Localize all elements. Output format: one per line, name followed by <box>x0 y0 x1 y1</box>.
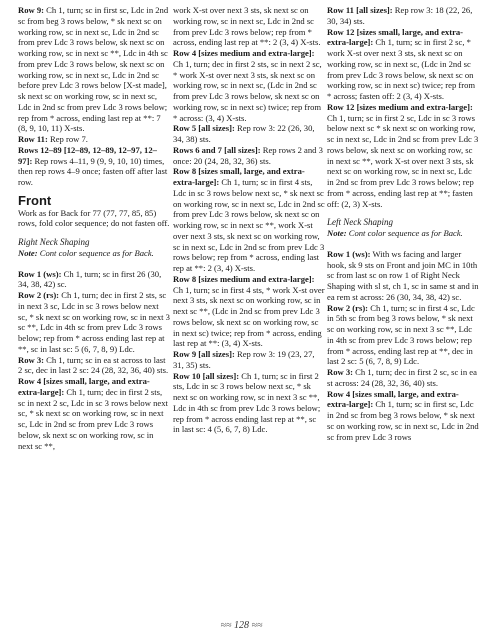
instruction-row-12-medium: Row 12 [sizes medium and extra-large]: Ch 1, turn; sc in first 2 sc, Ldc in sc 3 rows below next sc * sk next sc on working row, sc in next sc, Ldc in 2nd sc from prev Ldc 3 rows below, sk next sc on working row, sc in next sc **, work X-st over next 3 sts, sk next sc on working row, sc in next sc, Ldc in 2nd sc from prev Ldc 3 rows below; rep from * across, ending last rep at **; fasten off: (2, 3) X-sts. <box>327 101 479 209</box>
note-color-sequence-left: Note: Cont color sequence as for Back. <box>327 228 463 238</box>
ornament-left-icon: ≈≈ <box>220 620 232 631</box>
instruction-left-row-2-rs: Row 2 (rs): Ch 1, turn; sc in first 4 sc, Ldc in 5th sc from beg 3 rows below, * sk next sc on working row, sc in next 3 sc **, Ldc in 4th sc from prev Ldc 3 rows below; rep from * across, ending last rep at **, dec in last 2 sc: 5 (6, 7, 8, 9) Ldc. <box>327 302 475 367</box>
instruction-left-row-4-small: Row 4 [sizes small, large, and extra-extra-large]: Ch 1, turn; sc in first sc, Ldc in 2nd sc from beg 3 rows below, * sk next sc on working row, sc in next sc, Ldc in 2nd sc from prev Ldc 3 rows <box>327 388 479 442</box>
instruction-row-3: Row 3: Ch 1, turn; sc in ea st across to last 2 sc, dec in last 2 sc: 24 (28, 32, 36, 40) sts. <box>18 354 169 376</box>
instruction-row-8-medium: Row 8 [sizes medium and extra-large]: Ch 1, turn; sc in first 4 sts, * work X-st over next 3 sts, sk next sc on working row, sc in next sc **, (Ldc in 2nd sc from prev Ldc 3 rows below, sk next sc on working row, sc in next sc) twice; rep from * across, ending last rep at **: (3, 4) X-sts. <box>173 273 325 349</box>
instruction-row-11-all: Row 11 [all sizes]: Rep row 3: 18 (22, 26, 30, 34) sts. <box>327 5 473 26</box>
instruction-row-9: Row 9: Ch 1, turn; sc in first sc, Ldc in 2nd sc from beg 3 rows below, * sk next sc on working row, sc in next sc, Ldc in 2nd sc from prev Ldc 3 rows below, sk next sc on working row, sc in next sc **, Ldc in 4th sc from prev Ldc 3 rows below, sk next sc on working row, sc in next sc, Ldc in 2nd sc before prev Ldc 3 rows below [X-st made], sk next sc on working row, sc in next sc, Ldc in 2nd sc from prev Ldc 3 rows below; rep from * across, ending last rep at **: 7 (8, 9, 10, 11) X-sts. <box>18 5 169 134</box>
instruction-left-row-3: Row 3: Ch 1, turn; dec in first 2 sc, sc in ea st across: 24 (28, 32, 36, 40) sts. <box>327 367 477 388</box>
page-number: 128 <box>234 620 249 631</box>
instruction-row-9-all: Row 9 [all sizes]: Rep row 3: 19 (23, 27, 31, 35) sts. <box>173 349 315 370</box>
note-color-sequence: Note: Cont color sequence as for Back. <box>18 247 154 258</box>
instruction-row-2-rs: Row 2 (rs): Ch 1, turn; dec in first 2 sts, sc in next 3 sc, Ldc in sc 3 rows below next sc, * sk next sc on working row, sc in next 3 sc **, Ldc in 4th sc from prev Ldc 3 rows below; rep from * across ending last rep at **, sc in last sc: 5 (6, 7, 8, 9) Ldc. <box>18 290 170 354</box>
instruction-left-row-1-ws: Row 1 (ws): With ws facing and larger hook, sk 9 sts on Front and join MC in 10th sc from last sc on row 1 of Right Neck Shaping with sl st, ch 1, sc in same st and in ea rem st across: 26 (30, 34, 38, 42) sc. <box>327 248 479 302</box>
instruction-row-1-ws: Row 1 (ws): Ch 1, turn; sc in first 26 (30, 34, 38, 42) sc. <box>18 268 162 290</box>
instruction-row-12-small: Row 12 [sizes small, large, and extra-extra-large]: Ch 1, turn; sc in first 2 sc, * work X-st over next 3 sts, sk next sc on working row, sc in next sc, (Ldc in 2nd sc from prev Ldc 3 rows below, sk next sc on working row, sc in next sc) twice; rep from * across; fasten off: 2 (3, 4) X-sts. <box>327 26 476 101</box>
ornament-right-icon: ≈≈ <box>251 620 263 631</box>
subheading-left-neck-shaping: Left Neck Shaping <box>327 217 393 228</box>
column-left <box>18 5 170 451</box>
instruction-row-4-small: Row 4 [sizes small, large, and extra-extra-large]: Ch 1, turn; dec in first 2 sts, sc in next 2 sc, Ldc in sc 3 rows below next sc, * sk next sc on working row, sc in next sc, Ldc in 2nd sc from prev Ldc 3 rows below, sk next sc on working row, sc in next sc **, <box>18 376 168 451</box>
instruction-row-8-small: Row 8 [sizes small, large, and extra-extra-large]: Ch 1, turn; sc in first 4 sts, Ldc in sc 3 rows below next sc, * sk next sc on working row, sc in next sc, Ldc in 2nd sc from prev Ldc 3 rows below, sk next sc on working row, sc in next sc **, work X-st over next 3 sts, sk next sc on working row, sc in next sc, Ldc in 2nd sc from prev Ldc 3 rows below; rep from * across, ending last rep at **: 2 (3, 4) X-sts. <box>173 166 325 273</box>
front-intro: Work as for Back for 77 (77, 77, 85, 85) rows, fold color sequence; do not fasten off. <box>18 207 170 229</box>
column-right <box>327 5 479 442</box>
section-heading-front: Front <box>18 192 52 208</box>
column-middle <box>173 5 325 435</box>
instruction-row-11: Row 11: Rep row 7. <box>18 134 88 144</box>
page-footer <box>0 620 483 631</box>
instruction-rows-6-7: Rows 6 and 7 [all sizes]: Rep rows 2 and 3 once: 20 (24, 28, 32, 36) sts. <box>173 144 323 166</box>
instruction-row-10-all: Row 10 [all sizes]: Ch 1, turn; sc in first 2 sts, Ldc in sc 3 rows below next sc, * sk next sc on working row, sc in next 3 sc **, Ldc in 4th sc from prev Ldc 3 rows below; rep from * across ending last rep at **, sc in last sc: 4 (5, 6, 7, 8) Ldc. <box>173 370 321 435</box>
instruction-rows-12-89: Rows 12–89 [12–89, 12–89, 12–97, 12–97]: Rep rows 4–11, 9 (9, 9, 10, 10) times, then rep rows 4–9 once; fasten off after last row. <box>18 144 168 187</box>
subheading-right-neck-shaping: Right Neck Shaping <box>18 237 90 247</box>
instruction-continuation: work X-st over next 3 sts, sk next sc on working row, sc in next sc, Ldc in 2nd sc from prev Ldc 3 rows below; rep from * across, ending last rep at **: 2 (3, 4) X-sts. <box>173 5 321 48</box>
instruction-row-4-medium: Row 4 [sizes medium and extra-large]: Ch 1, turn; dec in first 2 sts, sc in next 2 sc, * work X-st over next 3 sts, sk next sc on working row, sc in next sc, (Ldc in 2nd sc from prev Ldc 3 rows below, sk next sc on working row, sc in next sc) twice; rep from * across: (3, 4) X-sts. <box>173 48 322 123</box>
instruction-row-5: Row 5 [all sizes]: Rep row 3: 22 (26, 30, 34, 38) sts. <box>173 123 315 144</box>
